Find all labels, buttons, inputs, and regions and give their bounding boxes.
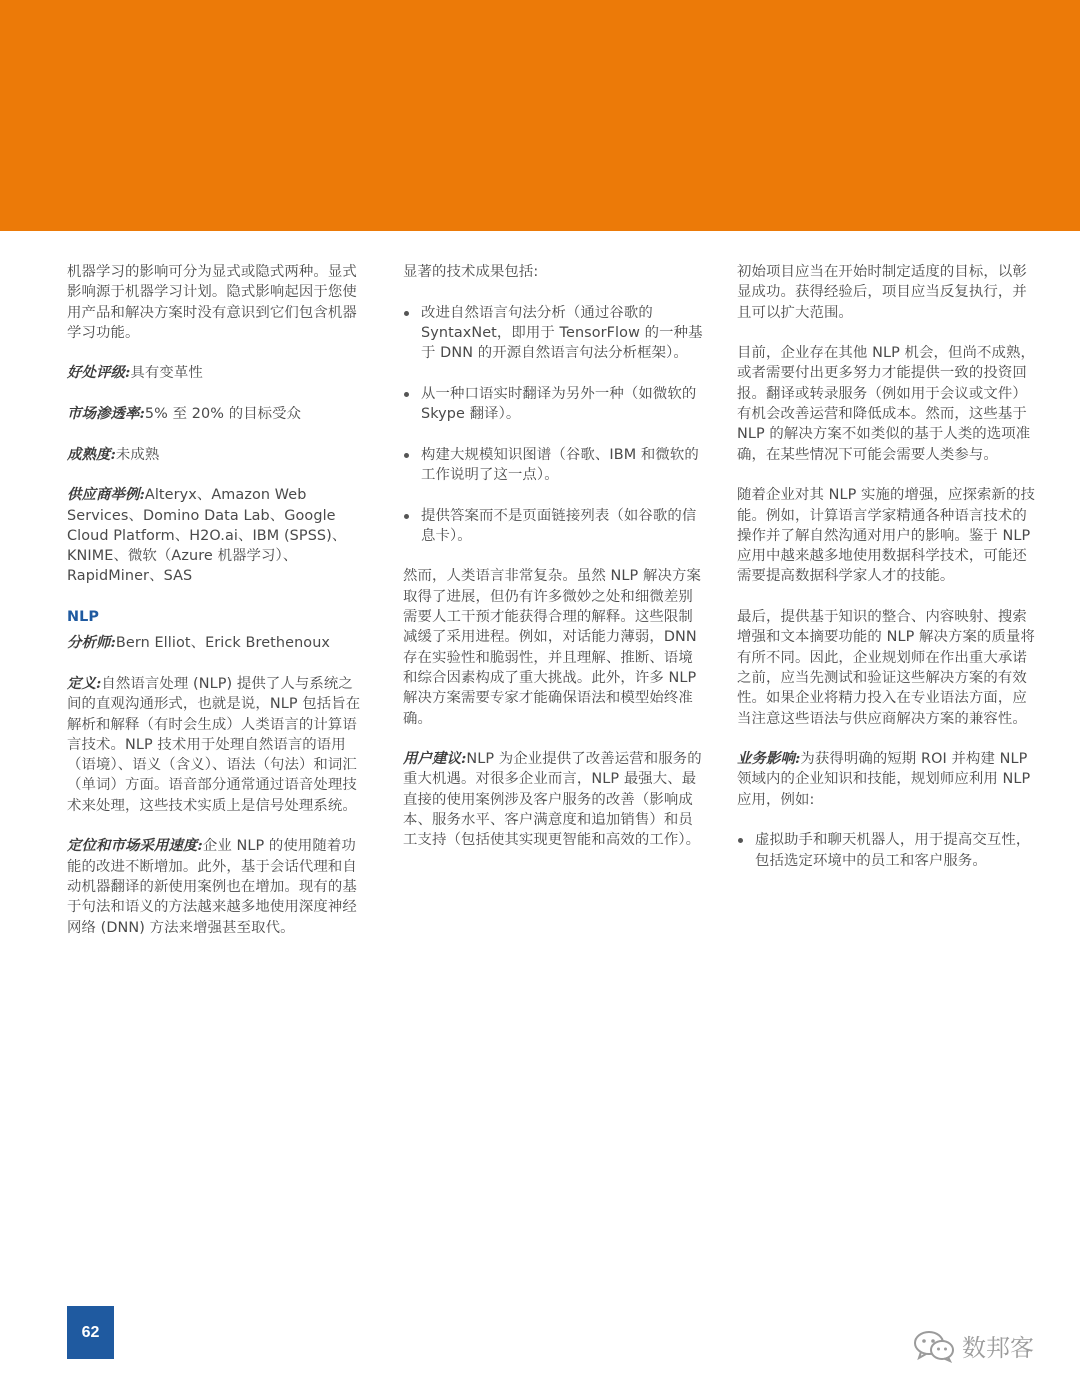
position-adoption xyxy=(67,836,367,937)
section-title-nlp: NLP xyxy=(67,609,100,626)
list-item: 虚拟助手和聊天机器人，用于提高交互性，包括选定环境中的员工和客户服务。 xyxy=(737,830,1037,871)
benefit-value: 具有变革性 xyxy=(130,365,203,382)
list-item: 改进自然语言句法分析（通过谷歌的 SyntaxNet，即用于 TensorFlow 的一种基于 DNN 的开源自然语言句法分析框架）。 xyxy=(403,303,703,364)
analysts-value: Bern Elliot、Erick Brethenoux xyxy=(115,635,331,652)
penetration-value: 5% 至 20% 的目标受众 xyxy=(144,406,302,423)
column-2 xyxy=(403,262,703,851)
maturity-value: 未成熟 xyxy=(115,446,160,463)
position-label: 定位和市场采用速度: xyxy=(67,837,203,855)
maturity-label: 成熟度: xyxy=(67,445,116,463)
benefit-rating xyxy=(67,363,367,383)
header-banner xyxy=(0,0,1080,231)
wechat-icon xyxy=(912,1329,956,1363)
list-item: 从一种口语实时翻译为另外一种（如微软的 Skype 翻译）。 xyxy=(403,384,703,425)
vendors-label: 供应商举例: xyxy=(67,486,145,504)
watermark xyxy=(912,1328,1034,1363)
analysts-label: 分析师: xyxy=(67,634,116,652)
achievements-intro: 显著的技术成果包括: xyxy=(403,264,539,280)
benefit-label: 好处评级: xyxy=(67,364,131,382)
language-complexity-paragraph: 然而，人类语言非常复杂。虽然 NLP 解决方案取得了进展，但仍有许多微妙之处和细微差别需要人工干预才能获得合理的解释。这些限制减缓了采用进程。例如，对话能力薄弱，DNN 存在实验性和脆弱性，并且理解、推断、语境和综合因素构成了重大挑战。此外，许多 NLP 解决方案需要专家才能确保语法和模型始终准确。 xyxy=(403,568,701,727)
ml-impact-paragraph: 机器学习的影响可分为显式或隐式两种。显式影响源于机器学习计划。隐式影响起因于您使用产品和解决方案时没有意识到它们包含机器学习功能。 xyxy=(67,264,357,341)
definition-value: 自然语言处理 (NLP) 提供了人与系统之间的直观沟通形式，也就是说，NLP 包括旨在解析和解释（有时会生成）人类语言的计算语言技术。NLP 技术用于处理自然语言的语用（语境）、语义（含义）、语法（句法）和词汇（单词）方面。语音部分通常通过语音处理技术来处理，这些技术实质上是信号处理系统。 xyxy=(67,675,361,814)
new-skills-paragraph: 随着企业对其 NLP 实施的增强，应探索新的技能。例如，计算语言学家精通各种语言技术的操作并了解自然沟通对用户的影响。鉴于 NLP 应用中越来越多地使用数据科学技术，可能还需要提高数据科学家人才的技能。 xyxy=(737,487,1035,585)
definition-label: 定义: xyxy=(67,674,102,692)
impact-value: 为获得明确的短期 ROI 并构建 NLP 领域内的企业知识和技能，规划师应利用 NLP 应用，例如: xyxy=(737,751,1031,808)
column-1 xyxy=(67,262,367,938)
list-item: 提供答案而不是页面链接列表（如谷歌的信息卡）。 xyxy=(403,506,703,547)
vendors-value: Alteryx、Amazon Web Services、Domino Data Lab、Google Cloud Platform、H2O.ai、IBM (SPSS)、KNIME、微软（Azure 机器学习）、RapidMiner、SAS xyxy=(67,487,347,585)
sample-vendors xyxy=(67,485,367,586)
page-number: 62 xyxy=(67,1306,114,1359)
watermark-text: 数邦客 xyxy=(962,1334,1034,1362)
penetration-label: 市场渗透率: xyxy=(67,405,145,423)
maturity xyxy=(67,445,367,465)
position-value: 企业 NLP 的使用随着功能的改进不断增加。此外，基于会话代理和自动机器翻译的新使用案例也在增加。现有的基于句法和语义的方法越来越多地使用深度神经网络 (DNN) 方法来增强甚至取代。 xyxy=(67,838,357,936)
list-item: 构建大规模知识图谱（谷歌、IBM 和微软的工作说明了这一点）。 xyxy=(403,445,703,486)
advice-label: 用户建议: xyxy=(403,750,467,768)
impact-list xyxy=(737,830,1037,871)
analysts xyxy=(67,633,367,653)
impact-label: 业务影响: xyxy=(737,750,801,768)
user-advice xyxy=(403,749,703,850)
initial-projects-paragraph: 初始项目应当在开始时制定适度的目标，以彰显成功。获得经验后，项目应当反复执行，并且可以扩大范围。 xyxy=(737,264,1027,321)
definition xyxy=(67,674,367,816)
business-impact xyxy=(737,749,1037,810)
other-opportunities-paragraph: 目前，企业存在其他 NLP 机会，但尚不成熟，或者需要付出更多努力才能提供一致的投资回报。翻译或转录服务（例如用于会议或文件）有机会改善运营和降低成本。然而，这些基于 NLP 的解决方案不如类似的基于人类的选项准确，在某些情况下可能会需要人类参与。 xyxy=(737,345,1035,463)
column-3 xyxy=(737,262,1037,891)
achievements-list xyxy=(403,303,703,547)
advice-value: NLP 为企业提供了改善运营和服务的重大机遇。对很多企业而言，NLP 最强大、最直接的使用案例涉及客户服务的改善（影响成本、服务水平、客户满意度和追加销售）和员工支持（包括使其实现更智能和高效的工作）。 xyxy=(403,751,702,849)
quality-paragraph: 最后，提供基于知识的整合、内容映射、搜索增强和文本摘要功能的 NLP 解决方案的质量将有所不同。因此，企业规划师在作出重大承诺之前，应当先测试和验证这些解决方案的有效性。如果企业将精力投入在专业语法方面，应当注意这些语法与供应商解决方案的兼容性。 xyxy=(737,609,1035,727)
market-penetration xyxy=(67,404,367,424)
